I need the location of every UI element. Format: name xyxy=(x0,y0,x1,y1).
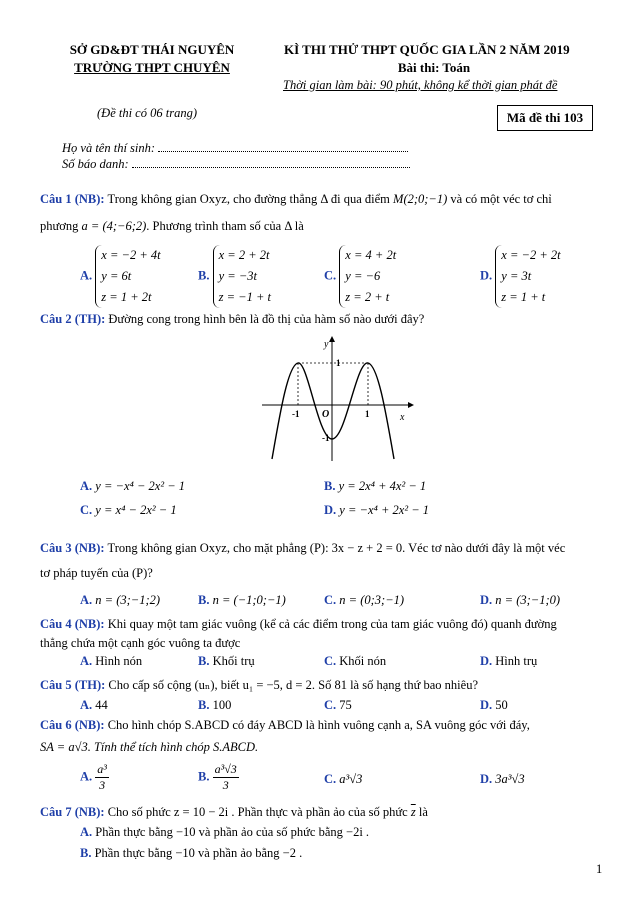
pages-note: (Đề thi có 06 trang) xyxy=(97,106,197,120)
school-dept: SỞ GD&ĐT THÁI NGUYÊN xyxy=(69,42,235,57)
q1-label: Câu 1 (NB): xyxy=(40,192,105,206)
option-text: n = (0;3;−1) xyxy=(339,593,405,607)
q5-text: Cho cấp số cộng (uₙ), biết u₁ = −5, d = 2. Số 81 là số hạng thứ bao nhiêu? xyxy=(108,678,478,692)
option-text: 50 xyxy=(495,698,508,712)
option-letter: D. xyxy=(480,654,493,668)
option-letter: C. xyxy=(324,772,337,786)
q6-label: Câu 6 (NB): xyxy=(40,718,105,732)
q3-label: Câu 3 (NB): xyxy=(40,541,105,555)
q5-option-b[interactable] xyxy=(198,698,231,713)
q3-option-c[interactable] xyxy=(324,593,404,608)
q7-conjugate: $\overline{z}$ xyxy=(410,805,416,819)
q1-line2 xyxy=(40,219,304,234)
q7-option-a[interactable] xyxy=(80,825,369,840)
option-letter: C. xyxy=(324,698,337,712)
exam-code-box: Mã đề thi 103 xyxy=(497,105,593,131)
option-letter: D. xyxy=(480,772,493,786)
student-id-line xyxy=(62,157,422,172)
option-letter: D. xyxy=(480,268,493,283)
q4-line1 xyxy=(40,617,610,632)
q4-option-c[interactable] xyxy=(324,654,386,669)
q3-line2: tơ pháp tuyến của (P)? xyxy=(40,566,153,580)
option-text: 100 xyxy=(212,698,232,712)
equation-system: x = 2 + 2t y = −3t z = −1 + t xyxy=(213,245,271,308)
option-letter: D. xyxy=(324,503,337,517)
option-letter: A. xyxy=(80,268,93,283)
tick-label-1: 1 xyxy=(365,409,370,419)
option-letter: A. xyxy=(80,698,93,712)
option-letter: A. xyxy=(80,479,93,493)
option-letter: A. xyxy=(80,654,93,668)
q1-text: phương xyxy=(40,219,79,233)
school-name: TRƯỜNG THPT CHUYÊN xyxy=(74,60,230,75)
option-text: 44 xyxy=(95,698,108,712)
option-letter: C. xyxy=(324,654,337,668)
q7-label: Câu 7 (NB): xyxy=(40,805,105,819)
option-letter: B. xyxy=(198,654,210,668)
option-text: y = −x⁴ + 2x² − 1 xyxy=(339,503,430,517)
equation-system: x = 4 + 2t y = −6 z = 2 + t xyxy=(339,245,396,308)
option-text: a³√3 xyxy=(339,772,363,786)
fraction: $\frac{\text{a³}}{3}$ xyxy=(97,762,107,792)
q1-vector: a = (4;−6;2) xyxy=(81,219,147,233)
equation-system: x = −2 + 4t y = 6t z = 1 + 2t xyxy=(95,245,160,308)
option-letter: D. xyxy=(480,698,493,712)
option-text: Phần thực bằng −10 và phần ảo của số phức bằng −2i . xyxy=(95,825,370,839)
option-letter: B. xyxy=(324,479,336,493)
q3-line1 xyxy=(40,541,610,556)
q1-option-b[interactable] xyxy=(198,245,271,308)
option-text: 3a³√3 xyxy=(495,772,525,786)
option-letter: C. xyxy=(324,268,337,283)
option-letter: A. xyxy=(80,593,93,607)
q1-option-c[interactable] xyxy=(324,245,396,308)
student-name-line xyxy=(62,141,422,156)
q2-option-b[interactable] xyxy=(324,479,426,494)
x-axis-arrow xyxy=(408,402,414,408)
exam-duration: Thời gian làm bài: 90 phút, không kể thời gian phát đề xyxy=(283,78,558,92)
q2-option-c[interactable] xyxy=(80,503,177,518)
q7-line1 xyxy=(40,805,610,820)
option-text: Hình nón xyxy=(95,654,143,668)
q3-option-a[interactable] xyxy=(80,593,160,608)
q1-option-d[interactable] xyxy=(480,245,561,308)
y-axis-arrow xyxy=(329,336,335,342)
q7-option-b[interactable] xyxy=(80,846,302,861)
option-letter: B. xyxy=(198,268,210,283)
q2-text: Đường cong trong hình bên là đồ thị của hàm số nào dưới đây? xyxy=(108,312,425,326)
q7-text: là xyxy=(418,805,428,819)
option-text: n = (−1;0;−1) xyxy=(212,593,286,607)
function-curve xyxy=(272,363,394,459)
student-id-label: Số báo danh: xyxy=(62,157,129,171)
option-text: n = (3;−1;0) xyxy=(495,593,561,607)
x-axis-label: x xyxy=(400,412,405,423)
q1-point: M(2;0;−1) xyxy=(393,192,448,206)
tick-label-neg1: -1 xyxy=(292,409,300,419)
ytick-label-neg1: -1 xyxy=(322,433,330,443)
option-text: y = x⁴ − 2x² − 1 xyxy=(95,503,177,517)
q2-line1 xyxy=(40,312,424,327)
option-text: Khối nón xyxy=(339,654,387,668)
q6-option-c[interactable] xyxy=(324,772,362,787)
y-axis-label: y xyxy=(324,339,329,350)
fraction: $\frac{\text{a³√3}}{3}$ xyxy=(214,762,237,792)
q6-option-d[interactable] xyxy=(480,772,525,787)
q6-text: Cho hình chóp S.ABCD có đáy ABCD là hình vuông cạnh a, SA vuông góc với đáy, xyxy=(107,718,530,732)
exam-title: KÌ THI THỬ THPT QUỐC GIA LẦN 2 NĂM 2019 xyxy=(284,42,570,57)
q4-option-d[interactable] xyxy=(480,654,537,669)
q1-option-a[interactable] xyxy=(80,245,161,308)
q1-text: và có một véc tơ chỉ xyxy=(450,192,552,206)
q4-text: Khi quay một tam giác vuông (kể cả các điểm trong của tam giác vuông đó) quanh đường xyxy=(107,617,557,631)
option-letter: B. xyxy=(80,846,92,860)
option-text: Hình trụ xyxy=(495,654,538,668)
q1-line1 xyxy=(40,192,610,207)
option-letter: B. xyxy=(198,769,210,784)
q3-option-d[interactable] xyxy=(480,593,560,608)
q2-option-a[interactable] xyxy=(80,479,185,494)
exam-subject: Bài thi: Toán xyxy=(397,60,471,75)
q5-label: Câu 5 (TH): xyxy=(40,678,106,692)
option-text: n = (3;−1;2) xyxy=(95,593,161,607)
origin-label: O xyxy=(322,409,330,420)
q1-text: . Phương trình tham số của Δ là xyxy=(146,219,304,233)
option-letter: A. xyxy=(80,769,93,784)
page-number: 1 xyxy=(596,862,603,876)
dotted-line xyxy=(132,157,410,168)
option-text: y = 2x⁴ + 4x² − 1 xyxy=(338,479,427,493)
q6-option-b[interactable] xyxy=(198,762,239,793)
option-letter: B. xyxy=(198,593,210,607)
ytick-label-1: 1 xyxy=(336,358,341,368)
q4-option-b[interactable] xyxy=(198,654,255,669)
q6-line2: SA = a√3. Tính thể tích hình chóp S.ABCD. xyxy=(40,740,259,754)
q1-text: Trong không gian Oxyz, cho đường thẳng Δ đi qua điểm xyxy=(107,192,390,206)
q4-option-a[interactable] xyxy=(80,654,142,669)
option-text: 75 xyxy=(339,698,352,712)
q4-line2: thẳng chứa một cạnh góc vuông ta được xyxy=(40,636,241,650)
q6-option-a[interactable] xyxy=(80,762,109,793)
q5-option-c[interactable] xyxy=(324,698,352,713)
q2-option-d[interactable] xyxy=(324,503,429,518)
dotted-line xyxy=(158,141,408,152)
option-text: Phần thực bằng −10 và phần ảo bằng −2 . xyxy=(94,846,303,860)
q5-option-a[interactable] xyxy=(80,698,108,713)
option-letter: D. xyxy=(480,593,493,607)
option-letter: C. xyxy=(80,503,93,517)
q4-label: Câu 4 (NB): xyxy=(40,617,105,631)
q6-line1 xyxy=(40,718,610,733)
q3-option-b[interactable] xyxy=(198,593,286,608)
student-name-label: Họ và tên thí sinh: xyxy=(62,141,156,155)
q5-option-d[interactable] xyxy=(480,698,508,713)
option-text: y = −x⁴ − 2x² − 1 xyxy=(95,479,186,493)
option-letter: C. xyxy=(324,593,337,607)
q7-text: Cho số phức z = 10 − 2i . Phần thực và phần ảo của số phức xyxy=(107,805,408,819)
option-letter: B. xyxy=(198,698,210,712)
equation-system: x = −2 + 2t y = 3t z = 1 + t xyxy=(495,245,560,308)
q5-line1 xyxy=(40,677,610,693)
q3-text: Trong không gian Oxyz, cho mặt phẳng (P): 3x − z + 2 = 0. Véc tơ nào dưới đây là một véc xyxy=(107,541,566,555)
q2-label: Câu 2 (TH): xyxy=(40,312,106,326)
q2-function-graph xyxy=(256,333,416,465)
option-letter: A. xyxy=(80,825,93,839)
option-text: Khối trụ xyxy=(212,654,255,668)
